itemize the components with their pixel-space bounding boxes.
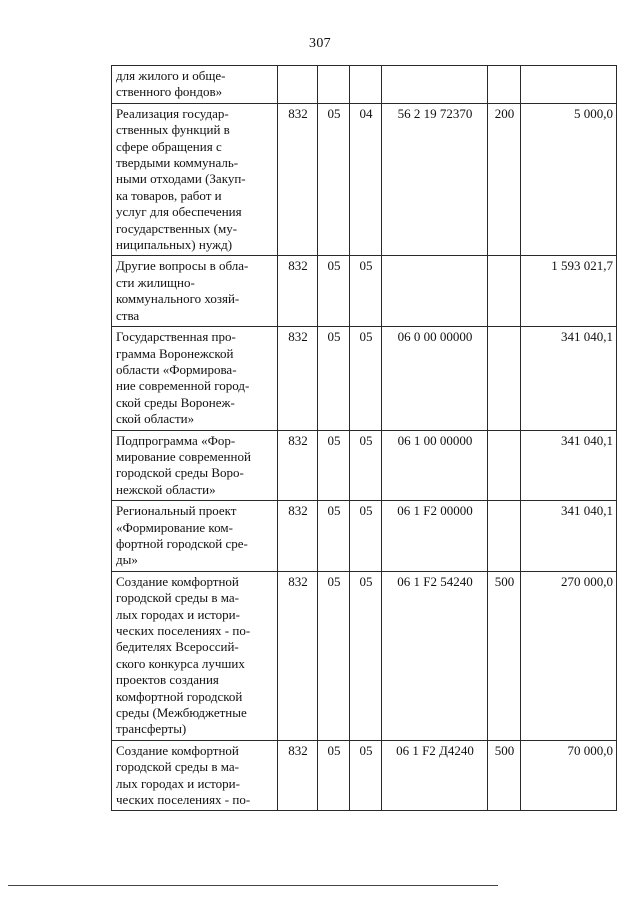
cell-section: 05	[318, 256, 350, 327]
cell-name: Региональный проект «Формирование ком- фортной городской сре- ды»	[112, 501, 278, 572]
cell-name: Подпрограмма «Фор- мирование современной городской среды Воро- нежской области»	[112, 430, 278, 501]
cell-ved-code: 832	[278, 501, 318, 572]
table-row	[112, 571, 617, 740]
budget-table	[111, 65, 617, 811]
cell-expense-type	[488, 327, 521, 430]
cell-ved-code: 832	[278, 430, 318, 501]
footer-divider	[8, 885, 498, 886]
cell-expense-type	[488, 501, 521, 572]
cell-ved-code: 832	[278, 256, 318, 327]
cell-name: Реализация государ- ственных функций в сфере обращения с твердыми коммуналь- ными отходами (Закуп- ка товаров, работ и услуг для обеспечения государственных (му- ниципальных) нужд)	[112, 103, 278, 256]
cell-subsection: 04	[350, 103, 382, 256]
cell-section: 05	[318, 430, 350, 501]
cell-section: 05	[318, 571, 350, 740]
cell-section: 05	[318, 327, 350, 430]
cell-amount: 341 040,1	[521, 327, 617, 430]
cell-name: Создание комфортной городской среды в ма- лых городах и истори- ческих поселениях - по- бедителях Всероссий- ского конкурса лучших проектов создания комфортной городской среды (Межбюджетные трансферты)	[112, 571, 278, 740]
cell-amount: 1 593 021,7	[521, 256, 617, 327]
cell-subsection: 05	[350, 501, 382, 572]
cell-amount: 270 000,0	[521, 571, 617, 740]
cell-expense-type	[488, 430, 521, 501]
cell-subsection: 05	[350, 740, 382, 811]
cell-ved-code: 832	[278, 740, 318, 811]
cell-ved-code: 832	[278, 327, 318, 430]
cell-name: для жилого и обще- ственного фондов»	[112, 66, 278, 104]
cell-subsection	[350, 66, 382, 104]
cell-section	[318, 66, 350, 104]
cell-target-article	[382, 256, 488, 327]
cell-ved-code: 832	[278, 103, 318, 256]
table-row	[112, 430, 617, 501]
table-row	[112, 740, 617, 811]
cell-amount: 341 040,1	[521, 501, 617, 572]
cell-name: Другие вопросы в обла- сти жилищно- коммунального хозяй- ства	[112, 256, 278, 327]
table-row	[112, 327, 617, 430]
cell-expense-type: 500	[488, 571, 521, 740]
cell-name: Государственная про- грамма Воронежской области «Формирова- ние современной город- ской среды Воронеж- ской области»	[112, 327, 278, 430]
table-row	[112, 66, 617, 104]
cell-target-article: 06 1 F2 00000	[382, 501, 488, 572]
page-number: 307	[309, 36, 331, 51]
cell-target-article: 06 1 F2 Д4240	[382, 740, 488, 811]
cell-target-article: 06 0 00 00000	[382, 327, 488, 430]
cell-amount: 70 000,0	[521, 740, 617, 811]
cell-subsection: 05	[350, 571, 382, 740]
table-row	[112, 103, 617, 256]
cell-section: 05	[318, 103, 350, 256]
cell-ved-code: 832	[278, 571, 318, 740]
cell-expense-type: 200	[488, 103, 521, 256]
cell-target-article: 06 1 00 00000	[382, 430, 488, 501]
cell-amount	[521, 66, 617, 104]
cell-subsection: 05	[350, 256, 382, 327]
cell-target-article: 06 1 F2 54240	[382, 571, 488, 740]
cell-section: 05	[318, 501, 350, 572]
cell-expense-type: 500	[488, 740, 521, 811]
table-body	[112, 66, 617, 811]
cell-subsection: 05	[350, 327, 382, 430]
cell-ved-code	[278, 66, 318, 104]
cell-expense-type	[488, 256, 521, 327]
cell-name: Создание комфортной городской среды в ма- лых городах и истори- ческих поселениях - по-	[112, 740, 278, 811]
cell-expense-type	[488, 66, 521, 104]
table-row	[112, 256, 617, 327]
cell-amount: 5 000,0	[521, 103, 617, 256]
cell-subsection: 05	[350, 430, 382, 501]
cell-target-article	[382, 66, 488, 104]
cell-target-article: 56 2 19 72370	[382, 103, 488, 256]
cell-amount: 341 040,1	[521, 430, 617, 501]
table-row	[112, 501, 617, 572]
cell-section: 05	[318, 740, 350, 811]
